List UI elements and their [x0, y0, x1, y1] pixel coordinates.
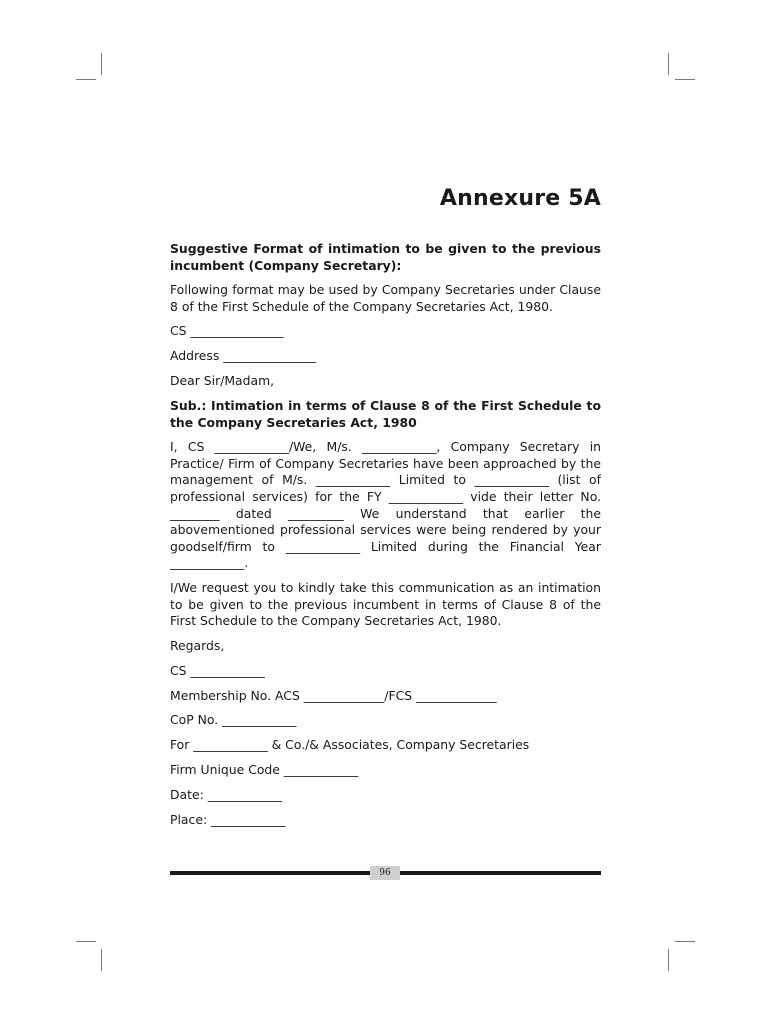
- address-line: Address _______________: [170, 348, 317, 364]
- body-paragraph-1: I, CS ____________/We, M/s. ____________, Company Secretary in Practice/ Firm of Company Secretaries have been approached by the management of M/s. ____________ Limited to ____________ (list of professional services) for the FY ____________ vide their letter No. ________ dated _________ We understand that earlier the abovementioned professional services were being rendered by your goodself/firm to ____________ Limited during the Financial Year ____________.: [170, 439, 601, 571]
- page-number: 96: [370, 866, 400, 880]
- cs-signature-line: CS ____________: [170, 662, 265, 678]
- intro-paragraph: Following format may be used by Company Secretaries under Clause 8 of the First Schedule of the Company Secretaries Act, 1980.: [170, 282, 601, 314]
- subject-line: Sub.: Intimation in terms of Clause 8 of the First Schedule to the Company Secretaries Act, 1980: [170, 398, 601, 430]
- page-title: Annexure 5A: [439, 186, 601, 211]
- crop-mark-top-left-v: [101, 53, 102, 75]
- salutation: Dear Sir/Madam,: [170, 373, 275, 389]
- crop-mark-bottom-left-v: [101, 949, 102, 971]
- document-body: [170, 241, 601, 837]
- crop-mark-bottom-left-h: [76, 941, 96, 942]
- membership-line: Membership No. ACS _____________/FCS _____________: [170, 687, 497, 703]
- cs-line: CS _______________: [170, 323, 284, 339]
- for-line: For ____________ & Co./& Associates, Company Secretaries: [170, 737, 530, 753]
- cop-line: CoP No. ____________: [170, 712, 297, 728]
- place-line: Place: ____________: [170, 812, 286, 827]
- firm-code-line: Firm Unique Code ____________: [170, 762, 359, 778]
- regards: Regards,: [170, 637, 225, 653]
- crop-mark-bottom-right-v: [668, 949, 669, 971]
- crop-mark-top-left-h: [76, 79, 96, 80]
- body-paragraph-2: I/We request you to kindly take this communication as an intimation to be given to the previous incumbent in terms of Clause 8 of the First Schedule to the Company Secretaries Act, 1980.: [170, 579, 601, 629]
- format-heading: Suggestive Format of intimation to be given to the previous incumbent (Company Secretary):: [170, 241, 601, 273]
- crop-mark-bottom-right-h: [675, 941, 695, 942]
- crop-mark-top-right-h: [675, 79, 695, 80]
- date-line: Date: ____________: [170, 787, 283, 803]
- crop-mark-top-right-v: [668, 53, 669, 75]
